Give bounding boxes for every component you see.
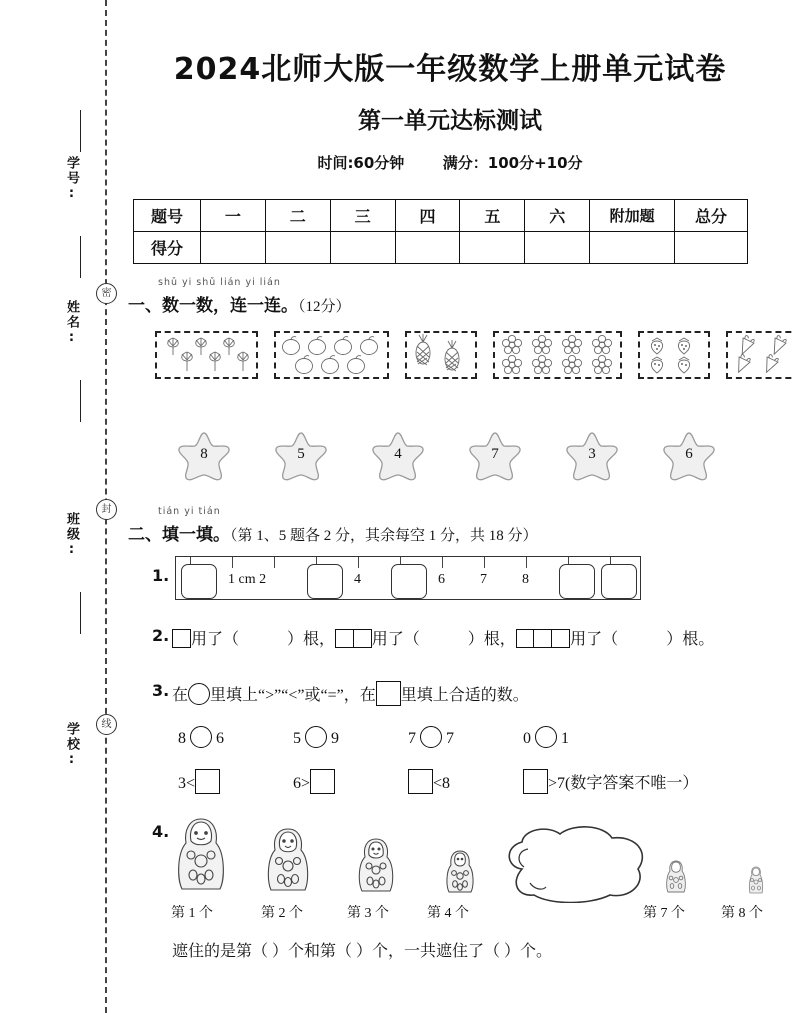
compare-circle-2[interactable] [305,726,327,748]
ruler-graphic[interactable] [175,556,641,600]
seal-field-name: 姓名: [64,300,79,347]
star-label-4: 7 [491,446,499,462]
seal-field-rule-4 [80,592,81,634]
fill-box-3[interactable] [408,769,433,794]
score-cell-4[interactable] [395,232,460,264]
compare-circle-3[interactable] [420,726,442,748]
ruler-label-4: 4 [354,572,361,587]
fill-suffix-3: <8 [433,775,451,792]
question-2-4-number: 4. [152,822,170,841]
section1-title-text: 一、数一数，连一连。 [128,296,298,315]
matryoshka-doll-8 [745,865,767,900]
q2-part3-after: ）根。 [666,631,715,648]
q3-prompt-c: 里填上合适的数。 [400,687,529,704]
star-number-1[interactable] [175,430,233,484]
fill-prefix-2: 6> [293,775,311,792]
exam-time: 时间:60分钟 [317,154,405,172]
compare-pair-3[interactable] [408,726,454,748]
seal-field-school: 学校: [64,722,79,769]
ruler-label-7: 7 [480,572,487,587]
stick-box-double-a [335,629,354,648]
star-label-3: 4 [394,446,402,462]
score-col-3: 三 [330,200,395,232]
comparison-box-sample [376,681,401,706]
ruler-tick-1 [232,557,233,568]
compare-right-4: 1 [561,730,569,747]
matryoshka-doll-1 [173,817,229,900]
ruler-tick-4 [358,557,359,568]
score-col-extra: 附加题 [590,200,675,232]
score-cell-extra[interactable] [590,232,675,264]
cloud-cover [500,825,650,908]
ruler-blank-9[interactable] [559,564,595,599]
fill-box-4[interactable] [523,769,548,794]
star-number-4[interactable] [466,430,524,484]
ruler-blank-3[interactable] [307,564,343,599]
q2-part2-before: 用了（ [371,631,420,648]
star-label-5: 3 [588,446,596,462]
score-table-row-label-1: 得分 [134,232,201,264]
section1-heading [128,291,351,316]
doll-label-2: 第 2 个 [261,906,303,921]
picture-box-pineapple[interactable] [405,331,477,379]
ruler-label-6: 6 [438,572,445,587]
seal-field-rule-1 [80,110,81,152]
picture-box-ginkgo[interactable] [155,331,258,379]
ruler-blank-0[interactable] [181,564,217,599]
section2-points: （第 1、5 题各 2 分，其余每空 1 分，共 18 分） [230,528,538,544]
ruler-blank-10[interactable] [601,564,637,599]
ruler-tick-2 [274,557,275,568]
doll-label-8: 第 8 个 [721,906,763,921]
score-col-total: 总分 [675,200,748,232]
q2-part3-before: 用了（ [570,631,619,648]
question-2-1-number: 1. [152,566,170,585]
compare-right-2: 9 [331,730,339,747]
stick-box-triple-c [551,629,570,648]
star-number-5[interactable] [563,430,621,484]
picture-box-row [155,331,765,381]
star-number-2[interactable] [272,430,330,484]
matryoshka-doll-4 [443,849,477,900]
seal-char-feng: 封 [96,499,117,520]
compare-left-1: 8 [178,730,186,747]
star-label-6: 6 [685,446,693,462]
question-2-2-body [172,626,714,653]
q3-prompt-b: 里填上“>”“<”或“=”，在 [210,687,376,704]
compare-pair-2[interactable] [293,726,339,748]
comparison-circle-sample [188,683,210,705]
compare-left-4: 0 [523,730,531,747]
q2-part1-after: ）根， [287,631,336,648]
star-number-3[interactable] [369,430,427,484]
fill-prefix-1: 3< [178,775,196,792]
score-table-row-label-0: 题号 [134,200,201,232]
stick-box-triple[interactable] [516,629,570,653]
matryoshka-doll-2 [263,827,313,900]
score-col-6: 六 [525,200,590,232]
section1-points: （12分） [298,299,351,315]
compare-pair-4[interactable] [523,726,569,748]
fill-suffix-4: >7(数字答案不唯一） [548,775,699,792]
ruler-label-8: 8 [522,572,529,587]
score-cell-3[interactable] [330,232,395,264]
score-col-1: 一 [200,200,265,232]
compare-left-2: 5 [293,730,301,747]
fill-blank-2[interactable] [293,769,335,794]
table-row-header [134,200,748,232]
score-cell-1[interactable] [200,232,265,264]
page-subtitle: 第一单元达标测试 [358,108,542,134]
compare-left-3: 7 [408,730,416,747]
fill-box-2[interactable] [310,769,335,794]
fill-blank-3[interactable] [408,769,450,794]
stick-box-double-b [353,629,372,648]
score-cell-5[interactable] [460,232,525,264]
stick-box-triple-b [533,629,552,648]
doll-label-3: 第 3 个 [347,906,389,921]
ruler-blank-5[interactable] [391,564,427,599]
star-number-6[interactable] [660,430,718,484]
fill-blank-4[interactable] [523,769,698,794]
section2-pinyin: tián yi tián [158,506,221,517]
page-title: 2024北师大版一年级数学上册单元试卷 [173,52,727,87]
fill-blank-1[interactable] [178,769,220,794]
stick-box-single[interactable] [172,629,191,648]
star-row [160,430,760,488]
question-2-4-text: 遮住的是第（ ）个和第（ ）个，一共遮住了（ ）个。 [172,943,553,960]
star-label-2: 5 [297,446,305,462]
picture-box-strawberry[interactable] [638,331,710,379]
seal-field-rule-2 [80,236,81,278]
seal-char-xian: 线 [96,714,117,735]
picture-box-carrot[interactable] [726,331,793,379]
compare-circle-4[interactable] [535,726,557,748]
question-2-2-number: 2. [152,626,170,645]
score-col-2: 二 [265,200,330,232]
q3-prompt-a: 在 [172,687,189,704]
seal-field-class: 班级: [64,512,79,559]
star-label-1: 8 [200,446,208,462]
ruler-tick-7 [484,557,485,568]
matryoshka-doll-7 [663,859,689,900]
section2-heading [128,520,538,545]
fill-box-1[interactable] [195,769,220,794]
score-table [133,199,748,264]
compare-pair-1[interactable] [178,726,224,748]
matryoshka-row [155,822,775,922]
ruler-tick-6 [442,557,443,568]
seal-field-student-id: 学号: [64,156,79,203]
q2-part1-before: 用了（ [191,631,240,648]
picture-box-apple[interactable] [274,331,389,379]
question-2-3-number: 3. [152,681,170,700]
section1-pinyin: shǔ yi shǔ lián yi lián [158,277,281,288]
score-cell-total[interactable] [675,232,748,264]
doll-label-1: 第 1 个 [171,906,213,921]
matryoshka-doll-3 [355,837,397,900]
seal-margin [0,0,120,1013]
score-cell-2[interactable] [265,232,330,264]
ruler-label-1-2: 1 cm 2 [228,572,267,587]
exam-total-score: 满分：100分+10分 [442,154,583,172]
compare-right-1: 6 [216,730,224,747]
score-cell-6[interactable] [525,232,590,264]
compare-circle-1[interactable] [190,726,212,748]
q2-part2-after: ）根， [467,631,516,648]
score-col-5: 五 [460,200,525,232]
stick-box-double[interactable] [335,629,372,653]
compare-right-3: 7 [446,730,454,747]
ruler-tick-8 [526,557,527,568]
exam-meta [120,152,780,173]
section2-title-text: 二、填一填。 [128,525,230,544]
picture-box-flower[interactable] [493,331,622,379]
score-col-4: 四 [395,200,460,232]
doll-label-7: 第 7 个 [643,906,685,921]
seal-field-rule-3 [80,380,81,422]
doll-label-4: 第 4 个 [427,906,469,921]
question-2-3-prompt [172,681,529,706]
seal-char-mi: 密 [96,283,117,304]
table-row-scores [134,232,748,264]
stick-box-triple-a [516,629,535,648]
